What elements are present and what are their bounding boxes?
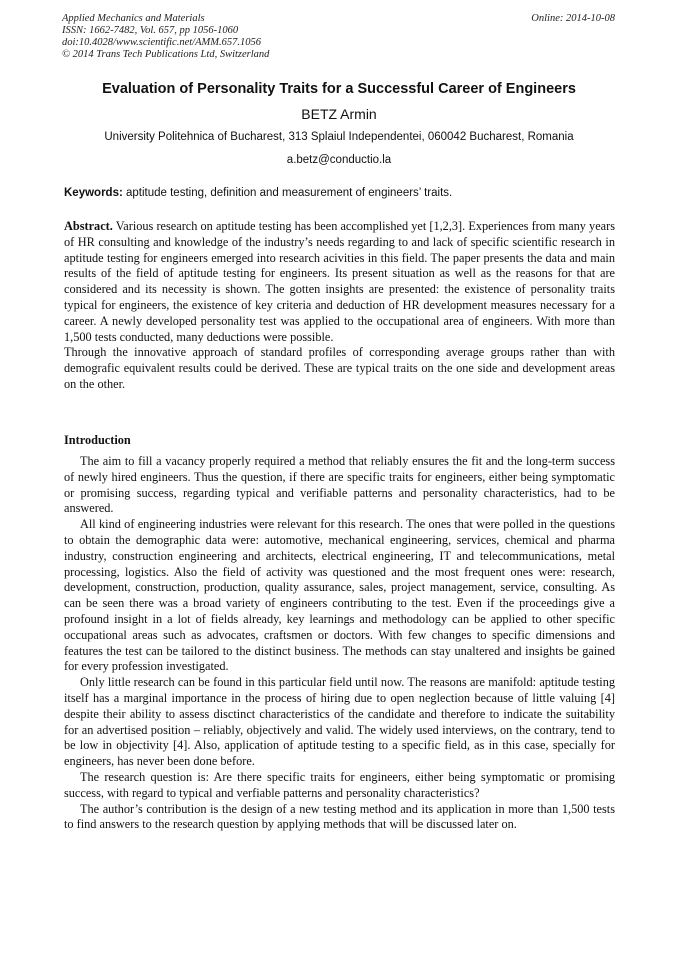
- journal-header: [62, 13, 615, 61]
- section-heading-introduction: Introduction: [64, 433, 131, 447]
- journal-name: Applied Mechanics and Materials: [62, 13, 205, 24]
- abstract-paragraph-1: [64, 219, 615, 345]
- affiliation: University Politehnica of Bucharest, 313 Splaiul Independentei, 060042 Bucharest, Romania: [104, 131, 574, 143]
- paper-title: Evaluation of Personality Traits for a Successful Career of Engineers: [102, 81, 576, 97]
- abstract-text-1: Various research on aptitude testing has been accomplished yet [1,2,3]. Experiences from many years of HR consulting and knowledge of the industry’s needs regarding to and lack of specific scientific research in aptitude testing for engineers emerged into research acivities in this field. The paper presents the data and main results of the field of aptitude testing for engineers. Its present situation as well as the reasons for that are considered and its necessity is shown. The gotten insights are presented: the existence of personality traits typical for engineers, the existence of key criteria and deduction of HR development measures necessary for a career. A newly developed personality test was applied to the occupational area of engineers. With more than 1,500 tests conducted, many deductions were possible.: [64, 219, 615, 344]
- keywords: [64, 186, 615, 201]
- author-name: BETZ Armin: [301, 106, 377, 122]
- author-email: a.betz@conductio.la: [286, 154, 392, 166]
- abstract-paragraph-2: Through the innovative approach of standard profiles of corresponding average groups rather than with demografic equivalent results could be derived. These are typical traits on the one side and development areas on the other.: [64, 345, 615, 391]
- abstract-label: Abstract.: [64, 219, 113, 233]
- introduction-body: [64, 454, 615, 833]
- issn-line: ISSN: 1662-7482, Vol. 657, pp 1056-1060: [62, 25, 239, 36]
- intro-paragraph: All kind of engineering industries were relevant for this research. The ones that were polled in the questions to obtain the demographic data were: automotive, mechanical engineering, services, chemical and pharma industry, construction engineering and architects, electrical engineering, IT and telecommunications, metal processing, logistics. Also the field of activity was questioned and the most frequent ones were: research, development, construction, production, quality assurance, sales, project management, service, consulting. As can be seen there was a broad variety of engineers contributing to the test. Even if the proceedings give a profound insight in a lot of fields already, key learnings and methodology can be applied to other specific occupational areas such as advocates, craftsmen or doctors. With few changes to specific dimensions and features the test can be tailored to the distinct business. The methods can stay unaltered and insights be gained for every profession investigated.: [64, 517, 615, 674]
- intro-paragraph: The research question is: Are there specific traits for engineers, either being symptomatic or promising success, with regard to typical and verfiable patterns and personality characteristics?: [64, 769, 615, 800]
- intro-paragraph: Only little research can be found in this particular field until now. The reasons are manifold: aptitude testing itself has a marginal importance in the process of hiring due to open neglection because of little valuing [4] despite their ability to assess disctinct characteristics of the candidate and therefore to indicate the suitability for an advertised position – reliably, objectively and valid. The widely used interviews, on the contrary, tend to be low in objectivity [4]. Also, application of aptitude testing to a specific field, as in this case, specially for engineers, has never been done before.: [64, 675, 615, 769]
- abstract: [64, 219, 615, 393]
- copyright-line: © 2014 Trans Tech Publications Ltd, Switzerland: [62, 49, 270, 60]
- online-date: Online: 2014-10-08: [531, 13, 615, 24]
- keywords-text: aptitude testing, definition and measurement of engineers’ traits.: [122, 187, 453, 199]
- intro-paragraph: The aim to fill a vacancy properly required a method that reliably ensures the fit and the long-term success of newly hired engineers. Thus the question, if there are specific traits for engineers, either being symptomatic or promising success, regarding typical and verifiable patterns and personality characteristics, had to be answered.: [64, 454, 615, 516]
- intro-paragraph: The author’s contribution is the design of a new testing method and its application in more than 1,500 tests to find answers to the research question by applying methods that will be discussed later on.: [64, 801, 615, 832]
- doi-line: doi:10.4028/www.scientific.net/AMM.657.1056: [62, 37, 261, 48]
- keywords-label: Keywords:: [64, 187, 123, 199]
